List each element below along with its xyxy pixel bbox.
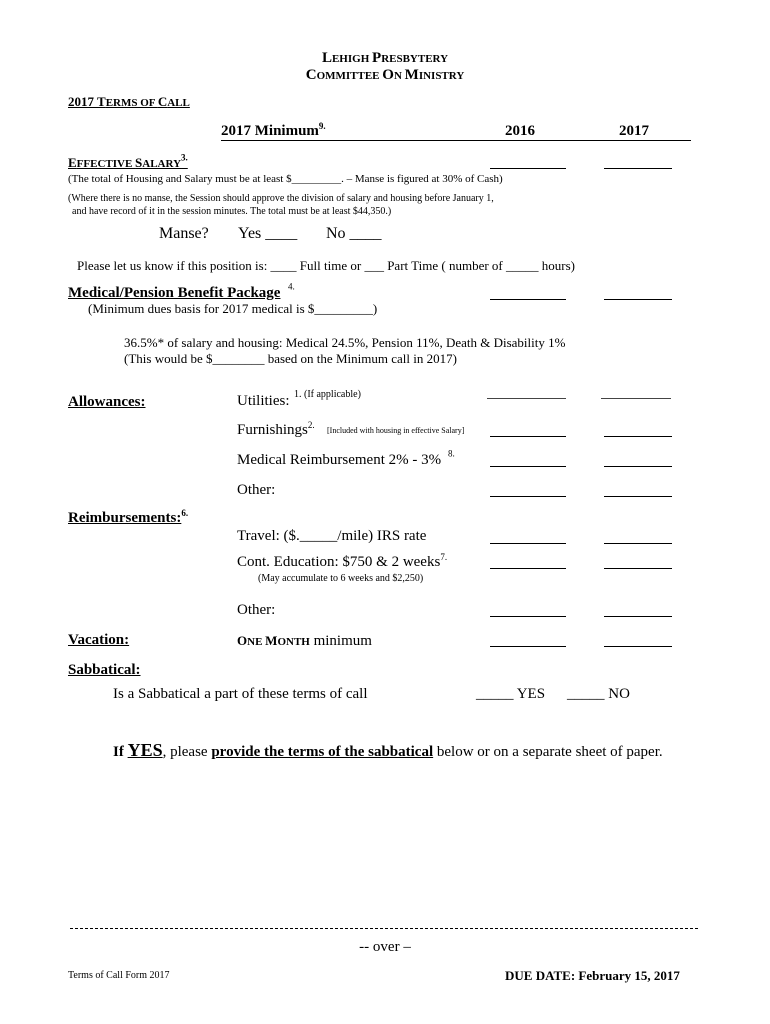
column-2017: 2017: [619, 123, 649, 139]
medical-2016-field[interactable]: [490, 299, 566, 300]
manse-note-line-2: and have record of it in the session minutes. The total must be at least $44,350.): [72, 206, 392, 217]
medical-reimbursement-label: Medical Reimbursement 2% - 3%: [237, 452, 442, 468]
vacation-title: Vacation:: [68, 632, 130, 648]
reimbursements-other-label: Other:: [237, 602, 276, 618]
reimbursements-other-2016-field[interactable]: [490, 616, 566, 617]
salary-2016-field[interactable]: [490, 168, 566, 169]
effective-salary-title: EFFECTIVE $SALARY^{3.}$: [68, 152, 188, 170]
manse-no-field[interactable]: No ____: [326, 225, 382, 242]
medical-min-dues: (Minimum dues basis for 2017 medical is $_________): [88, 301, 378, 316]
furnishings-2016-field[interactable]: [490, 436, 566, 437]
allowances-title: Allowances:: [68, 394, 146, 410]
due-date: DUE DATE: February 15, 2017: [505, 968, 680, 983]
form-name: Terms of Call Form 2017: [68, 970, 170, 981]
utilities-label: Utilities:: [237, 393, 290, 409]
allowances-other-2017-field[interactable]: [604, 496, 672, 497]
header-line-2: COMMITTEE ON MINISTRY: [305, 67, 465, 83]
furnishings-label: Furnishings$^{2.}$: [237, 420, 315, 438]
cont-ed-accumulate-note: (May accumulate to 6 weeks and $2,250): [258, 573, 424, 584]
position-type-line: Please let us know if this position is: ____ Full time or ___ Part Time ( number of _____ hours): [77, 258, 575, 273]
furnishings-2017-field[interactable]: [604, 436, 672, 437]
sabbatical-question: Is a Sabbatical a part of these terms of call: [113, 686, 368, 702]
sabbatical-yes-field[interactable]: _____ YES: [476, 686, 546, 702]
sabbatical-title: Sabbatical:: [68, 662, 141, 678]
travel-2017-field[interactable]: [604, 543, 672, 544]
cont-ed-2016-field[interactable]: [490, 568, 566, 569]
medical-reimbursement-2017-field[interactable]: [604, 466, 672, 467]
over-label: -- over –: [359, 939, 411, 955]
vacation-minimum: ONE MONTH minimum: [237, 633, 372, 649]
utilities-note: 1. (If applicable): [294, 389, 361, 400]
allowances-other-2016-field[interactable]: [490, 496, 566, 497]
header-line-1: LEHIGH PRESBYTERY: [321, 50, 449, 66]
column-2016: 2016: [505, 123, 535, 139]
medical-reimbursement-2016-field[interactable]: [490, 466, 566, 467]
travel-2016-field[interactable]: [490, 543, 566, 544]
medical-pension-title: Medical/Pension Benefit Package: [68, 285, 281, 301]
effective-salary-description: (The total of Housing and Salary must be at least $_________. – Manse is figured at 30% of Cash): [68, 173, 503, 185]
travel-label: Travel: ($._____/mile) IRS rate: [237, 528, 427, 544]
medical-reimbursement-note: 8.: [448, 448, 455, 459]
column-minimum: 2017 Minimum$^{9.}$: [221, 121, 326, 139]
column-header-rule: [221, 140, 691, 141]
utilities-2017-field[interactable]: [601, 398, 671, 399]
cont-ed-2017-field[interactable]: [604, 568, 672, 569]
sabbatical-no-field[interactable]: _____ NO: [567, 686, 630, 702]
vacation-2016-field[interactable]: [490, 646, 566, 647]
allowances-other-label: Other:: [237, 482, 276, 498]
cont-ed-label: Cont. Education: $750 & 2 weeks$^{7.}$: [237, 552, 448, 570]
reimbursements-title: Reimbursements:$^{6.}$: [68, 508, 189, 526]
terms-of-call-title: 2017 TERMS OF CALL: [68, 94, 190, 109]
reimbursements-other-2017-field[interactable]: [604, 616, 672, 617]
salary-2017-field[interactable]: [604, 168, 672, 169]
furnishings-extra-note: [Included with housing in effective Salary]: [327, 426, 465, 435]
vacation-2017-field[interactable]: [604, 646, 672, 647]
medical-pension-note: 4.: [288, 281, 295, 292]
medical-2017-field[interactable]: [604, 299, 672, 300]
medical-percentage-line: 36.5%* of salary and housing: Medical 24.5%, Pension 11%, Death & Disability 1%: [124, 335, 566, 350]
sabbatical-instruction: If YES, please provide the terms of the sabbatical below or on a separate sheet of paper.: [113, 740, 663, 760]
footer-dashed-rule: [70, 928, 698, 929]
medical-would-be-line: (This would be $________ based on the Minimum call in 2017): [124, 351, 457, 366]
manse-note-line-1: (Where there is no manse, the Session should approve the division of salary and housing before January 1,: [68, 193, 494, 204]
manse-label: Manse?: [159, 225, 209, 242]
manse-yes-field[interactable]: Yes ____: [238, 225, 298, 242]
utilities-2016-field[interactable]: [487, 398, 566, 399]
